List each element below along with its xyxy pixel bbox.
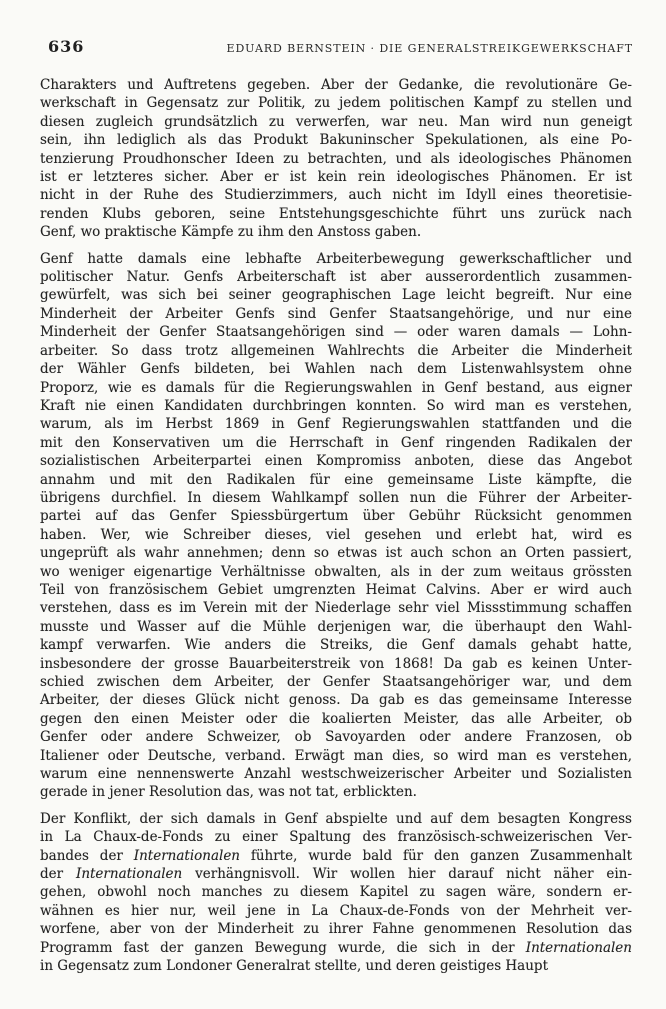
text-line: in Gegensatz zum Londoner Generalrat stellte, und deren geistiges Haupt [40, 958, 548, 975]
text-line: diesen zugleich grundsätzlich zu verwerfen, war neu. Man wird nun geneigt [40, 113, 632, 130]
text-line: worfene, aber von der Minderheit zu ihrer Fahne genommenen Resolution das [40, 921, 632, 938]
text-line: schied zwischen dem Arbeiter, der Genfer Staatsangehöriger war, und dem [40, 674, 632, 690]
text-line: Minderheit der Genfer Staatsangehörigen sind — oder waren damals — Lohn- [40, 324, 632, 341]
text-line: Minderheit der Arbeiter Genfs sind Genfer Staatsangehörige, und nur eine [40, 305, 632, 322]
page-text [40, 76, 632, 984]
text-line: gerade in jener Resolution das, was not tat, erblickten. [40, 784, 417, 801]
text-line: gehen, obwohl noch manches zu diesem Kapitel zu sagen wäre, sondern er- [40, 884, 632, 901]
text-line: Genf hatte damals eine lebhafte Arbeiterbewegung gewerkschaftlicher und [40, 250, 632, 267]
running-head: EDUARD BERNSTEIN · DIE GENERALSTREIKGEWERKSCHAFT [226, 42, 633, 55]
text-line: warum eine nennenswerte Anzahl westschweizerischer Arbeiter und Sozialisten [40, 766, 632, 783]
italic-term: Internationalen [525, 939, 632, 956]
text-line: haben. Wer, wie Schreiber dieses, viel gesehen und erlebt hat, wird es [40, 526, 632, 543]
paragraph [40, 810, 632, 976]
text-line: wo weniger eigenartige Verhältnisse obwalten, als in der zum weitaus grössten [40, 563, 632, 580]
paragraph [40, 76, 632, 242]
text-line: der Internationalen verhängnisvoll. Wir wollen hier darauf nicht näher ein- [40, 866, 632, 883]
text-line: werkschaft in Gegensatz zur Politik, zu jedem politischen Kampf zu stellen und [40, 95, 632, 112]
italic-term: Internationalen [133, 847, 241, 864]
text-line: in La Chaux-de-Fonds zu einer Spaltung des französisch-schweizerischen Ver- [40, 829, 632, 846]
text-line: der Wähler Genfs bildeten, bei Wahlen nach dem Listenwahlsystem ohne [40, 361, 632, 378]
text-line: Programm fast der ganzen Bewegung wurde, die sich in der Internationalen [40, 939, 632, 956]
text-line: Kraft nie einen Kandidaten durchbringen konnten. So wird man es verstehen, [40, 397, 632, 414]
text-line: sozialistischen Arbeiterpartei einen Kompromiss anboten, diese das Angebot [40, 453, 632, 470]
text-line: Der Konflikt, der sich damals in Genf abspielte und auf dem besagten Kongress [40, 810, 632, 827]
text-line: musste und Wasser auf die Mühle derjenigen war, die überhaupt den Wahl- [40, 618, 632, 635]
text-line: nicht in der Ruhe des Studierzimmers, auch nicht im Idyll eines theoretisie- [40, 187, 632, 204]
text-line: ungeprüft als wahr annehmen; denn so etwas ist auch schon an Orten passiert, [40, 545, 632, 562]
text-line: kampf verwarfen. Wie anders die Streiks, die Genf damals gehabt hatte, [40, 637, 632, 654]
text-line: politischer Natur. Genfs Arbeiterschaft ist aber ausserordentlich zusammen- [40, 269, 632, 286]
text-line: gewürfelt, was sich bei seiner geographischen Lage leicht begreift. Nur eine [40, 287, 632, 304]
text-line: Teil von französischem Gebiet umgrenzten Heimat Calvins. Aber er wird auch [40, 581, 632, 598]
page-header [48, 37, 633, 56]
text-line: warum, als im Herbst 1869 in Genf Regierungswahlen stattfanden und die [40, 416, 632, 433]
text-line: übrigens durchfiel. In diesem Wahlkampf sollen nun die Führer der Arbeiter- [40, 489, 632, 506]
text-line: arbeiter. So dass trotz allgemeinen Wahlrechts die Arbeiter die Minderheit [40, 342, 632, 359]
text-line: annahm und mit den Radikalen für eine gemeinsame Liste kämpfte, die [40, 471, 632, 488]
text-line: Genf, wo praktische Kämpfe zu ihm den Anstoss gaben. [40, 224, 422, 241]
paragraph [40, 250, 632, 802]
text-line: Arbeiter, der dieses Glück nicht genoss. Da gab es das gemeinsame Interesse [40, 692, 632, 709]
text-line: Genfer oder andere Schweizer, ob Savoyarden oder andere Franzosen, ob [40, 729, 632, 746]
text-line: ist er letzteres sicher. Aber er ist kein rein ideologisches Phänomen. Er ist [40, 169, 632, 186]
text-line: Proporz, wie es damals für die Regierungswahlen in Genf bestand, aus eigner [40, 379, 632, 396]
italic-term: Internationalen [75, 866, 183, 883]
text-line: insbesondere der grosse Bauarbeiterstreik von 1868! Da gab es keinen Unter- [40, 655, 632, 672]
text-line: wähnen es hier nur, weil jene in La Chaux-de-Fonds von der Mehrheit ver- [40, 902, 632, 919]
text-line: Italiener oder Deutsche, verband. Erwägt man dies, so wird man es verstehen, [40, 747, 632, 764]
text-line: Charakters und Auftretens gegeben. Aber der Gedanke, die revolutionäre Ge- [40, 77, 632, 93]
text-line: sein, ihn lediglich als das Produkt Bakuninscher Spekulationen, als eine Po- [40, 132, 632, 149]
text-line: renden Klubs geboren, seine Entstehungsgeschichte führt uns zurück nach [40, 205, 632, 222]
text-line: tenzierung Proudhonscher Ideen zu betrachten, und als ideologisches Phänomen [40, 150, 632, 167]
text-line: partei auf das Genfer Spiessbürgertum über Gebühr Rücksicht genommen [40, 508, 632, 525]
text-line: gegen den einen Meister oder die koalierten Meister, das alle Arbeiter, ob [40, 710, 632, 727]
text-line: verstehen, dass es im Verein mit der Niederlage sehr viel Missstimmung schaffen [40, 600, 632, 617]
text-line: mit den Konservativen um die Herrschaft in Genf ringenden Radikalen der [40, 434, 632, 451]
page-number: 636 [48, 37, 85, 56]
text-line: bandes der Internationalen führte, wurde bald für den ganzen Zusammenhalt [40, 847, 632, 864]
